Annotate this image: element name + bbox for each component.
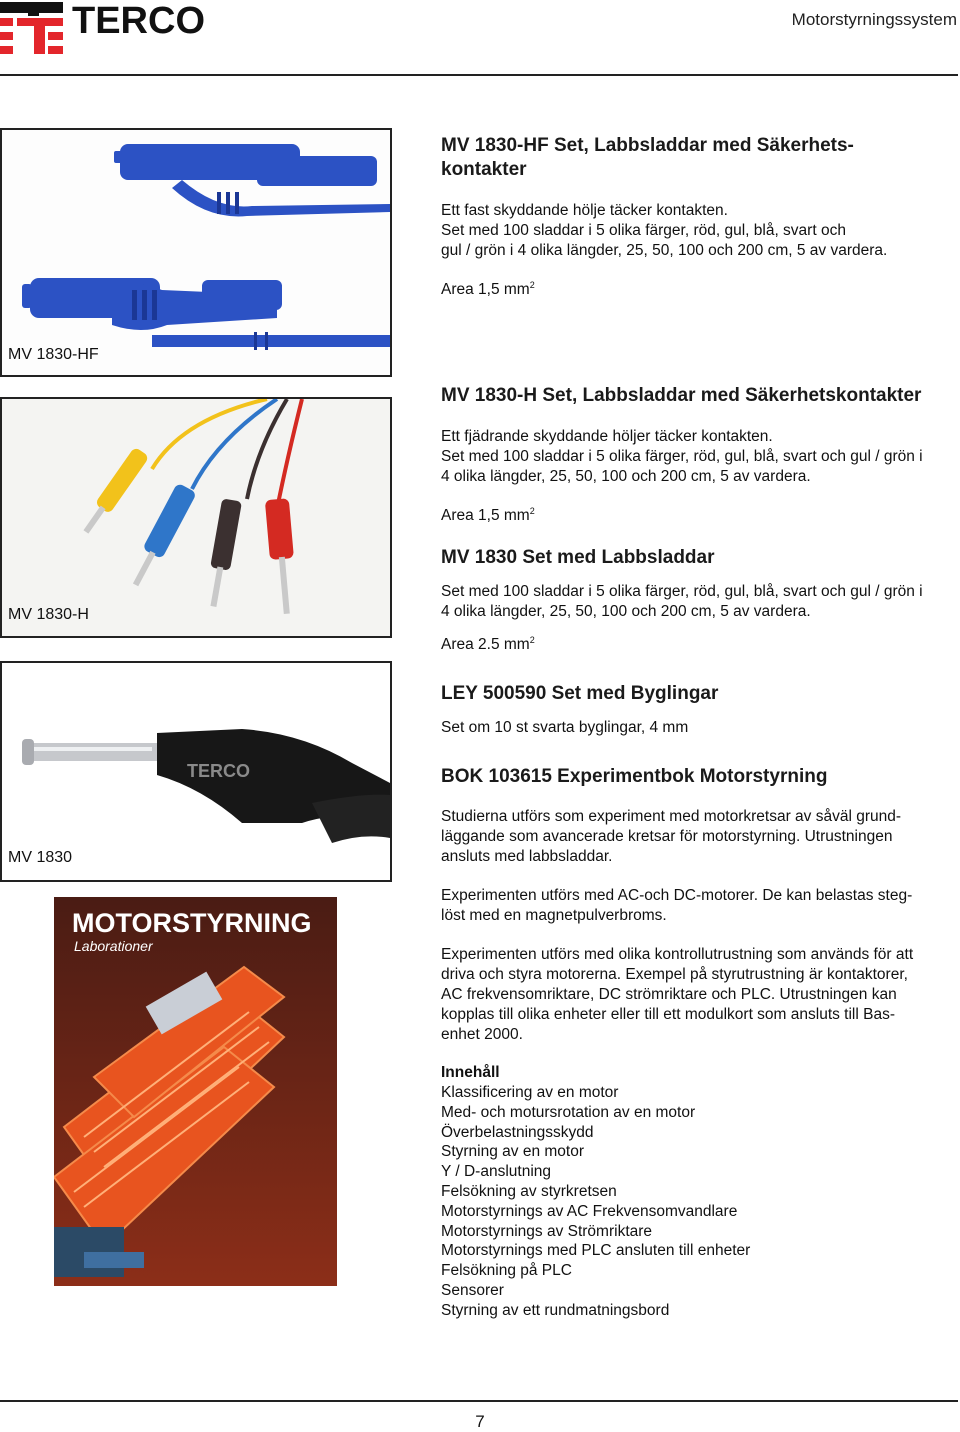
product-hf-title-line2: kontakter bbox=[441, 159, 527, 180]
product-h-area: Area 1,5 $mm^2$ bbox=[441, 505, 535, 524]
caption-mv1830-hf: MV 1830-HF bbox=[8, 346, 99, 363]
contents-item: Felsökning på PLC bbox=[441, 1262, 572, 1280]
contents-item: Sensorer bbox=[441, 1281, 504, 1299]
contents-item: Överbelastningsskydd bbox=[441, 1123, 594, 1141]
terco-logo bbox=[0, 0, 270, 58]
book-p1-line3: ansluts med labbsladdar. bbox=[441, 848, 613, 865]
product-mv1830-title: MV 1830 Set med Labbsladdar bbox=[441, 547, 715, 568]
book-cover-image bbox=[54, 897, 337, 1286]
image-mv1830-hf bbox=[0, 128, 392, 377]
product-h-desc-line3: 4 olika längder, 25, 50, 100 och 200 cm, 5 av vardera. bbox=[441, 468, 811, 485]
contents-item: Motorstyrnings med PLC ansluten till enheter bbox=[441, 1242, 751, 1260]
contents-item: Motorstyrnings av Strömriktare bbox=[441, 1222, 653, 1240]
product-ley-desc: Set om 10 st svarta byglingar, 4 mm bbox=[441, 719, 689, 736]
book-p1-line1: Studierna utförs som experiment med motorkretsar av såväl grund- bbox=[441, 808, 902, 825]
product-ley-title: LEY 500590 Set med Byglingar bbox=[441, 683, 719, 704]
product-hf-desc-line3: gul / grön i 4 olika längder, 25, 50, 100 och 200 cm, 5 av vardera. bbox=[441, 242, 888, 259]
book-cover-illustration bbox=[54, 897, 337, 1286]
contents-item: Styrning av ett rundmatningsbord bbox=[441, 1301, 670, 1319]
product-h-title: MV 1830-H Set, Labbsladdar med Säkerhetskontakter bbox=[441, 385, 922, 406]
brand-wordmark: TERCO bbox=[72, 0, 205, 42]
contents-item: Motorstyrnings av AC Frekvensomvandlare bbox=[441, 1202, 738, 1220]
book-title: BOK 103615 Experimentbok Motorstyrning bbox=[441, 766, 828, 787]
book-p2-line1: Experimenten utförs med AC-och DC-motorer. De kan belastas steg- bbox=[441, 887, 913, 904]
caption-mv1830: MV 1830 bbox=[8, 849, 73, 866]
book-p3-line2: driva och styra motorerna. Exempel på styrutrustning är kontaktorer, bbox=[441, 966, 908, 983]
product-h-desc-line2: Set med 100 sladdar i 5 olika färger, röd, gul, blå, svart och gul / grön i bbox=[441, 448, 923, 465]
caption-mv1830-h: MV 1830-H bbox=[8, 606, 89, 623]
page-number: 7 bbox=[475, 1412, 485, 1431]
book-p3-line1: Experimenten utförs med olika kontrollutrustning som används för att bbox=[441, 946, 914, 963]
footer-rule bbox=[0, 1400, 958, 1402]
header-title: Motorstyrningssystem bbox=[791, 10, 957, 29]
contents-item: Klassificering av en motor bbox=[441, 1084, 619, 1101]
book-p3-line5: enhet 2000. bbox=[441, 1026, 523, 1043]
image-mv1830 bbox=[0, 661, 392, 882]
contents-item: Y / D-anslutning bbox=[441, 1163, 551, 1181]
product-mv1830-desc-line1: Set med 100 sladdar i 5 olika färger, röd, gul, blå, svart och gul / grön i bbox=[441, 583, 923, 600]
product-hf-area: Area 1,5 $mm^2$ bbox=[441, 279, 535, 298]
book-p1-line2: läggande som avancerade kretsar för motorstyrning. Utrustningen bbox=[441, 828, 893, 845]
contents-heading: Innehåll bbox=[441, 1064, 500, 1081]
header-rule bbox=[0, 74, 958, 76]
contents-item: Felsökning av styrkretsen bbox=[441, 1182, 617, 1200]
color-cables-illustration bbox=[2, 399, 390, 636]
image-mv1830-h bbox=[0, 397, 392, 638]
product-h-desc-line1: Ett fjädrande skyddande höljer täcker kontakten. bbox=[441, 428, 773, 445]
product-mv1830-desc-line2: 4 olika längder, 25, 50, 100 och 200 cm, 5 av vardera. bbox=[441, 603, 811, 620]
book-cover-subtitle: Laborationer bbox=[74, 938, 153, 954]
contents-list bbox=[441, 1083, 750, 1321]
product-hf-desc-line1: Ett fast skyddande hölje täcker kontakten. bbox=[441, 202, 728, 219]
book-p3-line4: kopplas till olika enheter eller till ett modulkort som ansluts till Bas- bbox=[441, 1006, 895, 1023]
black-plug-illustration bbox=[2, 663, 390, 880]
book-cover-title: MOTORSTYRNING bbox=[72, 908, 312, 938]
product-hf-desc-line2: Set med 100 sladdar i 5 olika färger, röd, gul, blå, svart och bbox=[441, 222, 846, 239]
book-p3-line3: AC frekvensomriktare, DC strömriktare och PLC. Utrustningen kan bbox=[441, 986, 897, 1003]
contents-item: Styrning av en motor bbox=[441, 1143, 585, 1161]
plug-brand-text: TERCO bbox=[187, 761, 250, 781]
contents-item: Med- och motursrotation av en motor bbox=[441, 1103, 696, 1121]
book-p2-line2: löst med en magnetpulverbroms. bbox=[441, 907, 667, 924]
blue-plugs-illustration bbox=[2, 130, 390, 375]
product-hf-title-line1: MV 1830-HF Set, Labbsladdar med Säkerhets- bbox=[441, 135, 854, 156]
product-mv1830-area: Area 2.5 $mm^2$ bbox=[441, 634, 535, 653]
